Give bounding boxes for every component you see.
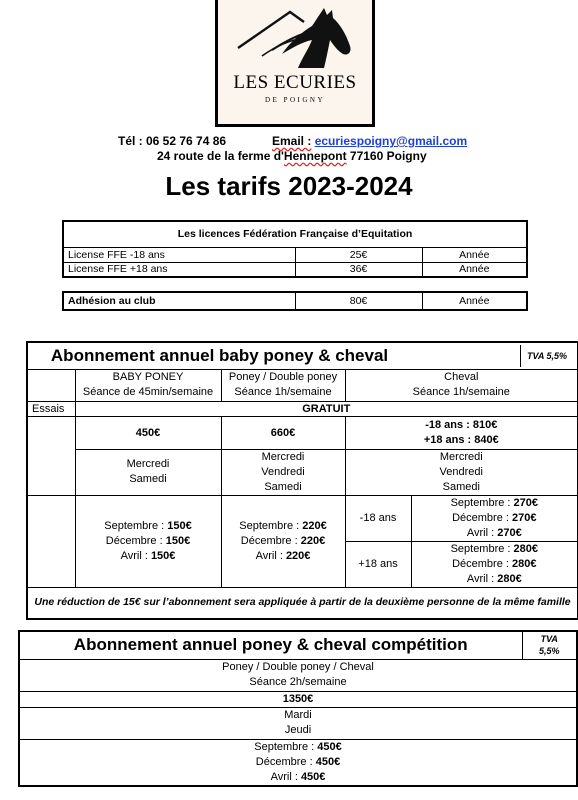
installment: Septembre : 270€ [450,496,539,509]
licence-price: 25€ [295,247,422,262]
col-cheval-title [345,369,578,401]
compet-tva-rate: 5,5% [538,646,560,657]
adhesion-table [62,291,528,311]
licence-price: 36€ [295,262,422,277]
essais-value: GRATUIT [75,401,578,416]
licence-period: Année [422,247,527,262]
address-part2: Hennepont [283,149,347,163]
poney-days [221,449,345,495]
cheval-days [345,449,578,495]
logo-name: LES ECURIES [233,72,357,93]
day: Samedi [442,480,480,493]
email-link[interactable]: ecuriespoigny@gmail.com [314,134,468,148]
poney-col-session: Séance 1h/semaine [234,386,332,398]
cheval-prices [345,416,578,449]
cheval-col-title: Cheval [444,371,479,383]
email-label: Email : [272,134,312,148]
licences-header: Les licences Fédération Française d’Equitation [63,221,527,247]
club-logo [215,0,375,127]
col-baby-title [75,369,221,401]
installment: Septembre : 220€ [239,519,327,532]
installment: Avril : 450€ [270,770,326,783]
family-discount-note: Une réduction de 15€ sur l’abonnement sera appliquée à partir de la deuxième personne de la même famille [27,587,578,619]
baby-days [75,449,221,495]
installment: Avril : 220€ [255,549,311,562]
table-row [63,262,527,277]
baby-installments [75,495,221,587]
installment: Avril : 270€ [466,526,522,539]
cheval-minus18-label: -18 ans [345,495,411,541]
email-line [272,134,467,148]
compet-tva-label: TVA [540,634,558,645]
installment: Décembre : 270€ [452,511,537,524]
compet-title: Poney / Double poney / Cheval [222,661,374,673]
compet-session-text: Séance 2h/semaine [249,676,347,688]
installment: Décembre : 280€ [452,557,537,570]
col-poney-title [221,369,345,401]
day: Vendredi [261,465,305,478]
installment: Décembre : 150€ [105,534,191,547]
compet-installments [19,739,577,786]
licence-period: Année [422,262,527,277]
installment: Septembre : 150€ [104,519,192,532]
poney-col-title: Poney / Double poney [228,371,338,383]
cheval-price-minus18: -18 ans : 810€ [425,418,498,431]
page-title: Les tarifs 2023-2024 [165,171,413,201]
adhesion-label: Adhésion au club [63,292,295,310]
compet-session [19,659,577,691]
day: Samedi [264,480,302,493]
licence-label: License FFE -18 ans [63,247,295,262]
horse-logo-icon [232,6,364,72]
day: Mardi [284,709,312,721]
day: Jeudi [284,724,312,736]
address-part3: 77160 Poigny [346,149,427,163]
poney-price: 660€ [221,416,345,449]
compet-days [19,707,577,739]
baby-price: 450€ [75,416,221,449]
baby-col-session: Séance de 45min/semaine [82,386,214,398]
installment: Décembre : 450€ [255,755,341,768]
compet-header: Abonnement annuel poney & cheval compétition [19,631,522,659]
cheval-col-session: Séance 1h/semaine [412,386,510,398]
cheval-minus18-installments [411,495,578,541]
day: Mercredi [261,450,305,463]
licences-table [62,220,528,278]
baby-tva-cell [411,342,578,369]
essais-label: Essais [27,401,75,416]
installment: Avril : 280€ [466,572,522,585]
baby-header: Abonnement annuel baby poney & cheval [27,342,411,369]
baby-col-title: BABY PONEY [112,371,184,383]
cheval-price-plus18: +18 ans : 840€ [423,433,499,446]
poney-installments [221,495,345,587]
licence-label: License FFE +18 ans [63,262,295,277]
adhesion-price: 80€ [295,292,422,310]
baby-subscription-table [26,341,578,620]
installment: Septembre : 280€ [450,542,539,555]
logo-subtitle: DE POIGNY [264,96,326,104]
compet-price: 1350€ [19,691,577,707]
installment: Décembre : 220€ [240,534,326,547]
day: Mercredi [439,450,483,463]
address-part1: 24 route de la ferme d' [157,149,284,163]
phone-text: Tél : 06 52 76 74 86 [118,134,227,148]
installment: Avril : 150€ [120,549,176,562]
address-text [157,149,427,163]
day: Vendredi [439,465,483,478]
day: Samedi [129,473,167,485]
cheval-plus18-installments [411,541,578,587]
installment: Septembre : 450€ [254,740,342,753]
adhesion-period: Année [422,292,527,310]
baby-tva: TVA 5,5% [520,345,571,367]
cheval-plus18-label: +18 ans [345,541,411,587]
compet-tva [522,631,577,659]
table-row [63,247,527,262]
competition-subscription-table [18,630,578,787]
day: Mercredi [126,458,170,470]
